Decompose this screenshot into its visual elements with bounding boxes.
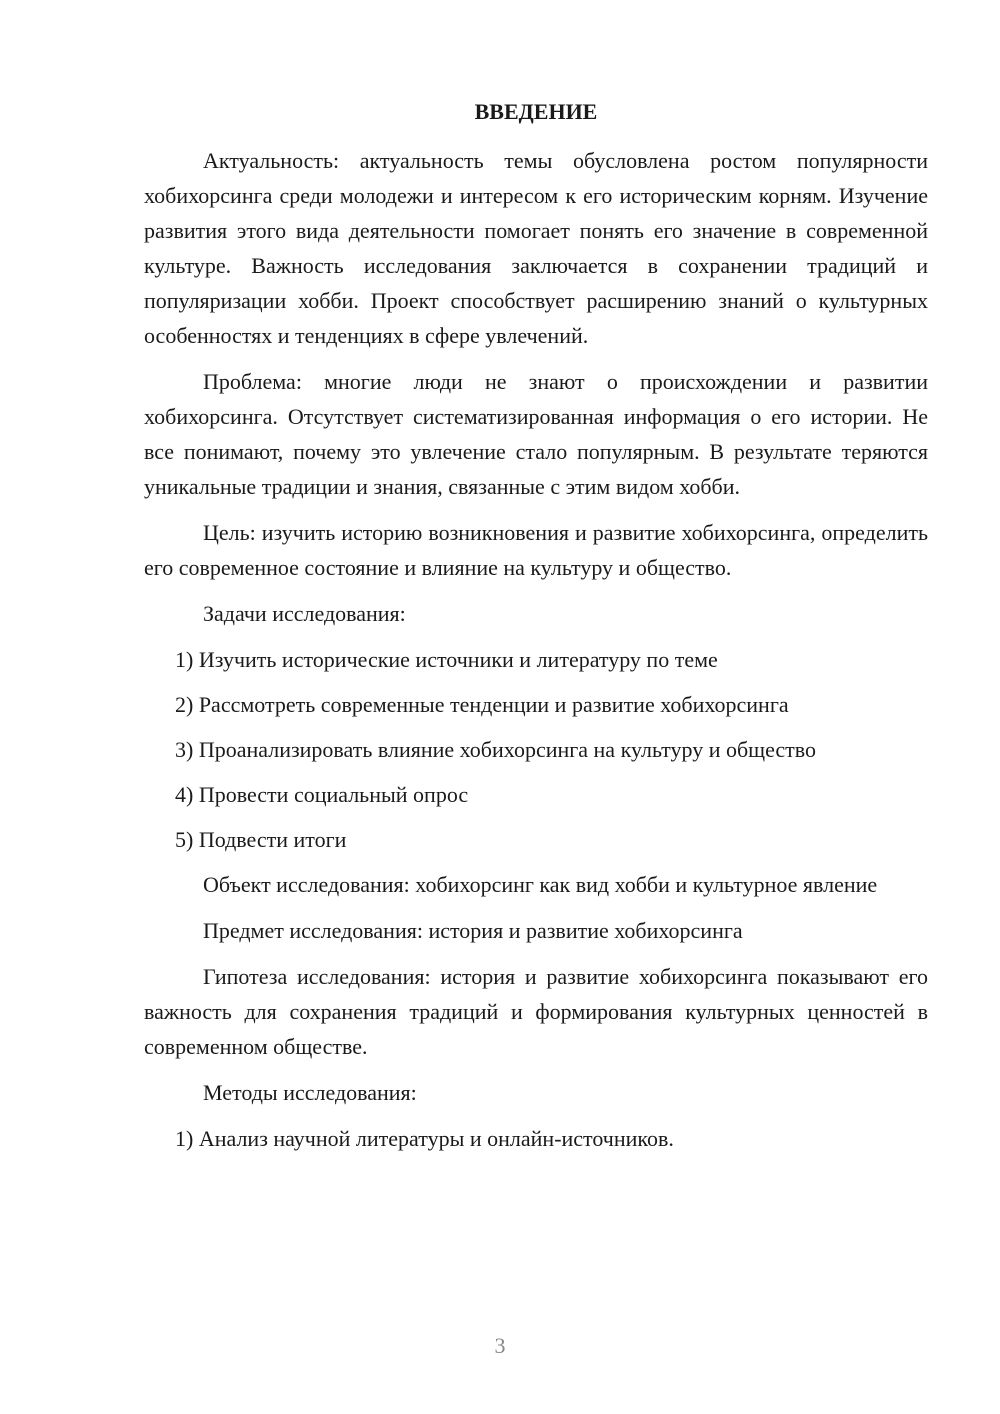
- list-item: 5) Подвести итоги: [175, 827, 347, 852]
- tasks-heading: Задачи исследования:: [203, 601, 406, 626]
- list-item: 1) Анализ научной литературы и онлайн-источников.: [175, 1126, 674, 1151]
- subject-paragraph: Предмет исследования: история и развитие хобихорсинга: [203, 918, 743, 943]
- list-item: 4) Провести социальный опрос: [175, 782, 469, 807]
- tasks-list: [144, 642, 928, 857]
- list-item: 3) Проанализировать влияние хобихорсинга на культуру и общество: [175, 737, 817, 762]
- hypothesis-paragraph: Гипотеза исследования: история и развитие хобихорсинга показывают его важность для сохранения традиций и формирования культурных ценностей в современном обществе.: [144, 964, 928, 1059]
- list-item: 2) Рассмотреть современные тенденции и развитие хобихорсинга: [175, 692, 789, 717]
- object-paragraph: Объект исследования: хобихорсинг как вид хобби и культурное явление: [203, 872, 878, 897]
- methods-heading: Методы исследования:: [203, 1080, 417, 1105]
- page-content: [144, 94, 928, 1166]
- page-number: 3: [494, 1333, 506, 1358]
- list-item: 1) Изучить исторические источники и литературу по теме: [175, 647, 718, 672]
- methods-list: [144, 1121, 928, 1156]
- relevance-paragraph: Актуальность: актуальность темы обусловлена ростом популярности хобихорсинга среди молодежи и интересом к его историческим корням. Изучение развития этого вида деятельности помогает понять его значение в современной культуре. Важность исследования заключается в сохранении традиций и популяризации хобби. Проект способствует расширению знаний о культурных особенностях и тенденциях в сфере увлечений.: [144, 148, 928, 348]
- page-title: ВВЕДЕНИЕ: [474, 99, 598, 124]
- problem-paragraph: Проблема: многие люди не знают о происхождении и развитии хобихорсинга. Отсутствует систематизированная информация о его истории. Не все понимают, почему это увлечение стало популярным. В результате теряются уникальные традиции и знания, связанные с этим видом хобби.: [144, 369, 928, 499]
- goal-paragraph: Цель: изучить историю возникновения и развитие хобихорсинга, определить его современное состояние и влияние на культуру и общество.: [144, 520, 928, 580]
